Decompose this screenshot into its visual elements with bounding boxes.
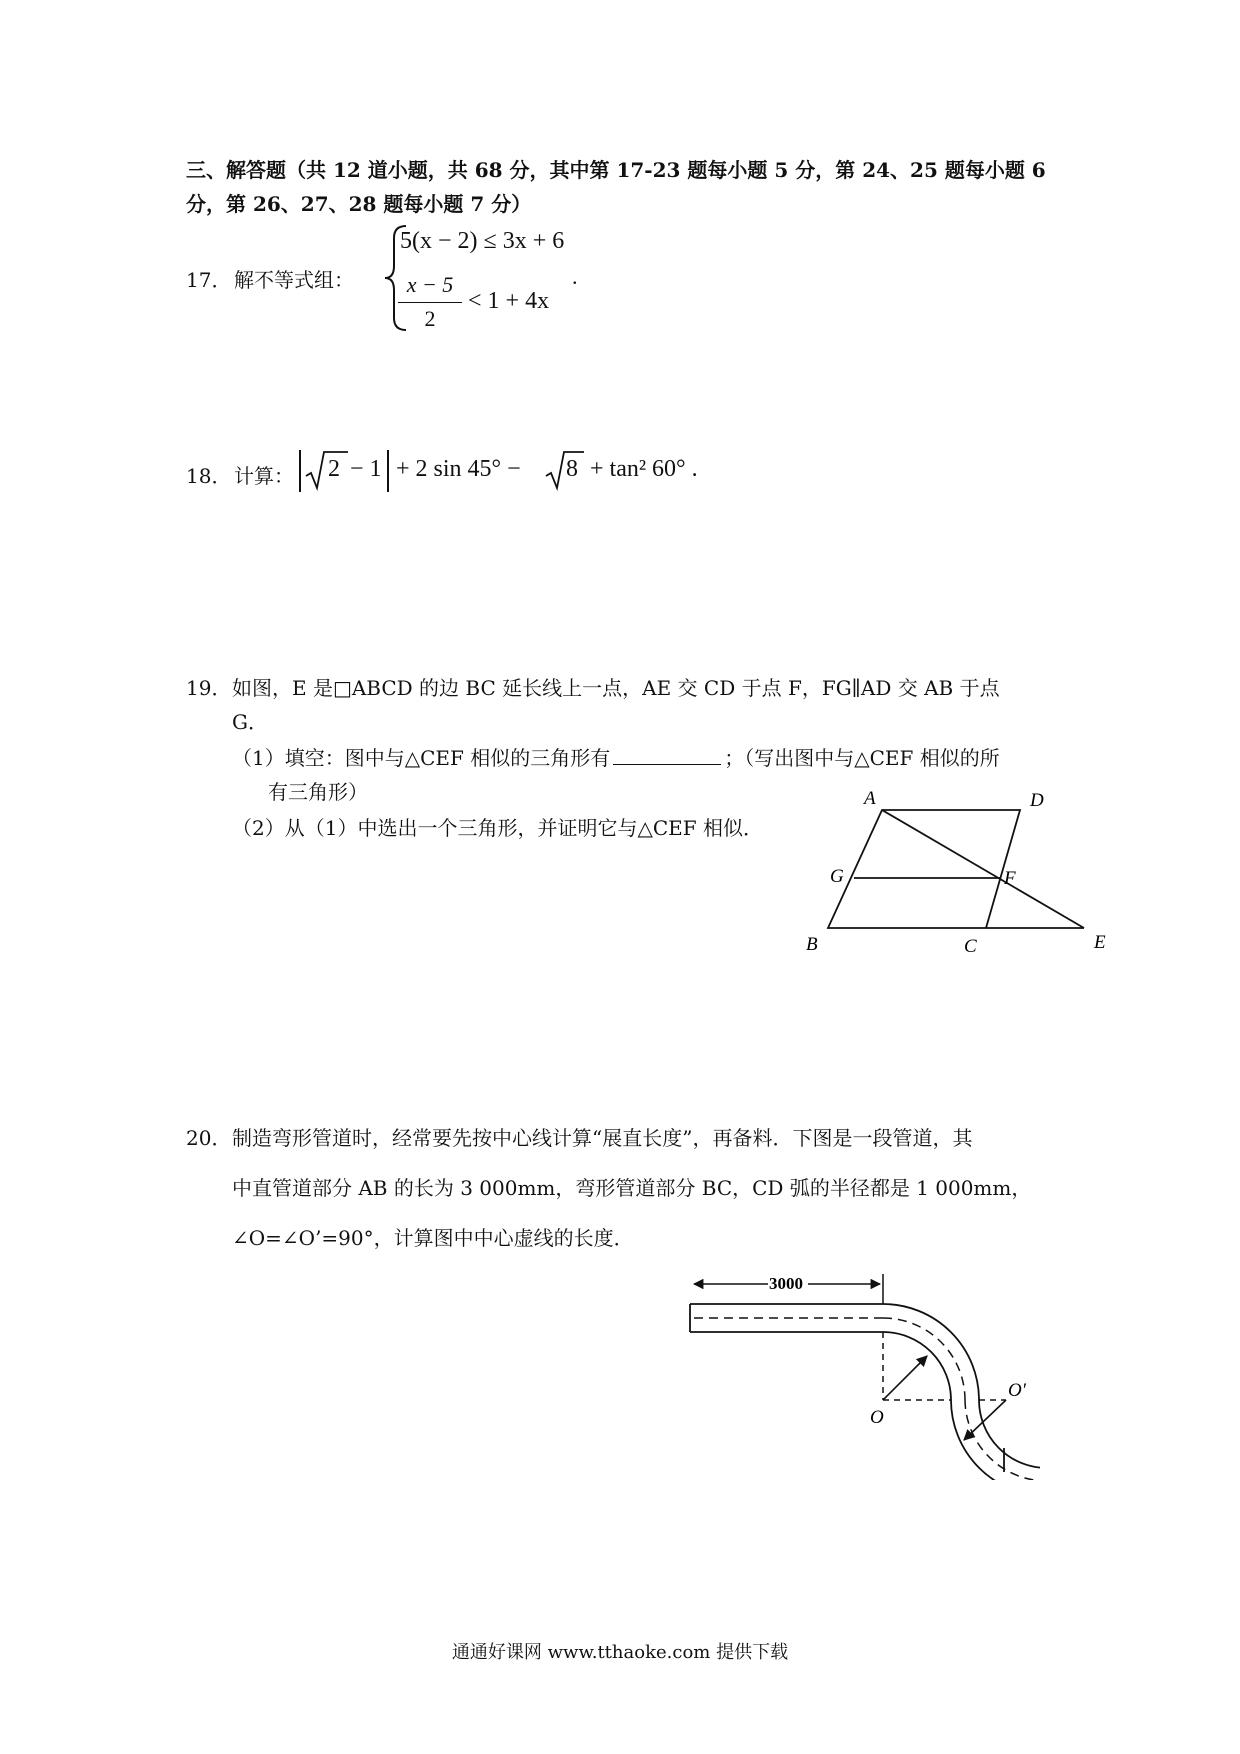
q17-inequality-1: 5(x − 2) ≤ 3x + 6	[400, 228, 565, 254]
q18-sqrt8-symbol	[544, 446, 584, 496]
q20-pipe-figure	[680, 1260, 1040, 1480]
q19-part1-continued: 有三角形）	[268, 780, 368, 804]
q17-prompt: 解不等式组：	[234, 268, 354, 292]
q20-line3: ∠O=∠O’=90°，计算图中中心虚线的长度．	[232, 1226, 634, 1250]
q17-number: 17．	[186, 268, 232, 292]
q18-sin-term: + 2 sin 45° −	[396, 456, 521, 482]
q18-prompt: 计算：	[234, 464, 294, 488]
q19-part1	[232, 742, 1000, 771]
q19-number: 19．	[186, 676, 232, 700]
center-label-O: O	[870, 1407, 884, 1428]
q19-answer-blank[interactable]	[613, 763, 721, 765]
q19-part1-text-a: （1）填空：图中与△CEF 相似的三角形有	[232, 746, 611, 770]
point-label-D: D	[1030, 790, 1044, 811]
center-label-O-prime: O′	[1008, 1380, 1026, 1401]
q18-minus-one: − 1	[350, 456, 382, 482]
q19-parallelogram-figure	[790, 790, 1120, 960]
q20-line2: 中直管道部分 AB 的长为 3 000mm，弯形管道部分 BC，CD 弧的半径都是 1 000mm，	[232, 1176, 1032, 1200]
q19-line2: G．	[232, 710, 268, 734]
point-label-A: A	[864, 790, 876, 809]
q20-line1: 制造弯形管道时，经常要先按中心线计算“展直长度”，再备料．下图是一段管道，其	[232, 1126, 973, 1150]
q18-sqrt2-radicand: 2	[328, 456, 340, 482]
q18-sqrt8-radicand: 8	[566, 456, 578, 482]
q17-fraction-numerator: x − 5	[406, 272, 454, 297]
point-label-G: G	[830, 866, 844, 887]
q17-fraction-bar	[398, 302, 462, 303]
point-label-F: F	[1004, 868, 1016, 889]
section-heading-line1: 三、解答题（共 12 道小题，共 68 分，其中第 17-23 题每小题 5 分，第 24、25 题每小题 6	[186, 158, 1046, 182]
q19-part2: （2）从（1）中选出一个三角形，并证明它与△CEF 相似．	[232, 816, 763, 840]
section-heading-line2: 分，第 26、27、28 题每小题 7 分）	[186, 192, 532, 216]
q19-line1: 如图，E 是□ABCD 的边 BC 延长线上一点，AE 交 CD 于点 F，FG∥AD 交 AB 于点	[232, 676, 1000, 700]
q18-number: 18．	[186, 464, 232, 488]
point-label-C: C	[964, 936, 977, 957]
point-label-B: B	[806, 934, 818, 955]
q17-period: .	[572, 264, 578, 289]
q17-fraction-denominator: 2	[424, 306, 436, 331]
point-label-E: E	[1094, 932, 1106, 953]
dimension-3000: 3000	[769, 1274, 803, 1293]
page-footer: 通通好课网 www.tthaoke.com 提供下载	[451, 1642, 789, 1663]
q18-tan-term: + tan² 60° .	[590, 456, 698, 482]
q20-number: 20．	[186, 1126, 232, 1150]
q17-inequality-2-rest: < 1 + 4x	[468, 288, 550, 314]
q19-part1-text-b: ；（写出图中与△CEF 相似的所	[724, 746, 1000, 770]
